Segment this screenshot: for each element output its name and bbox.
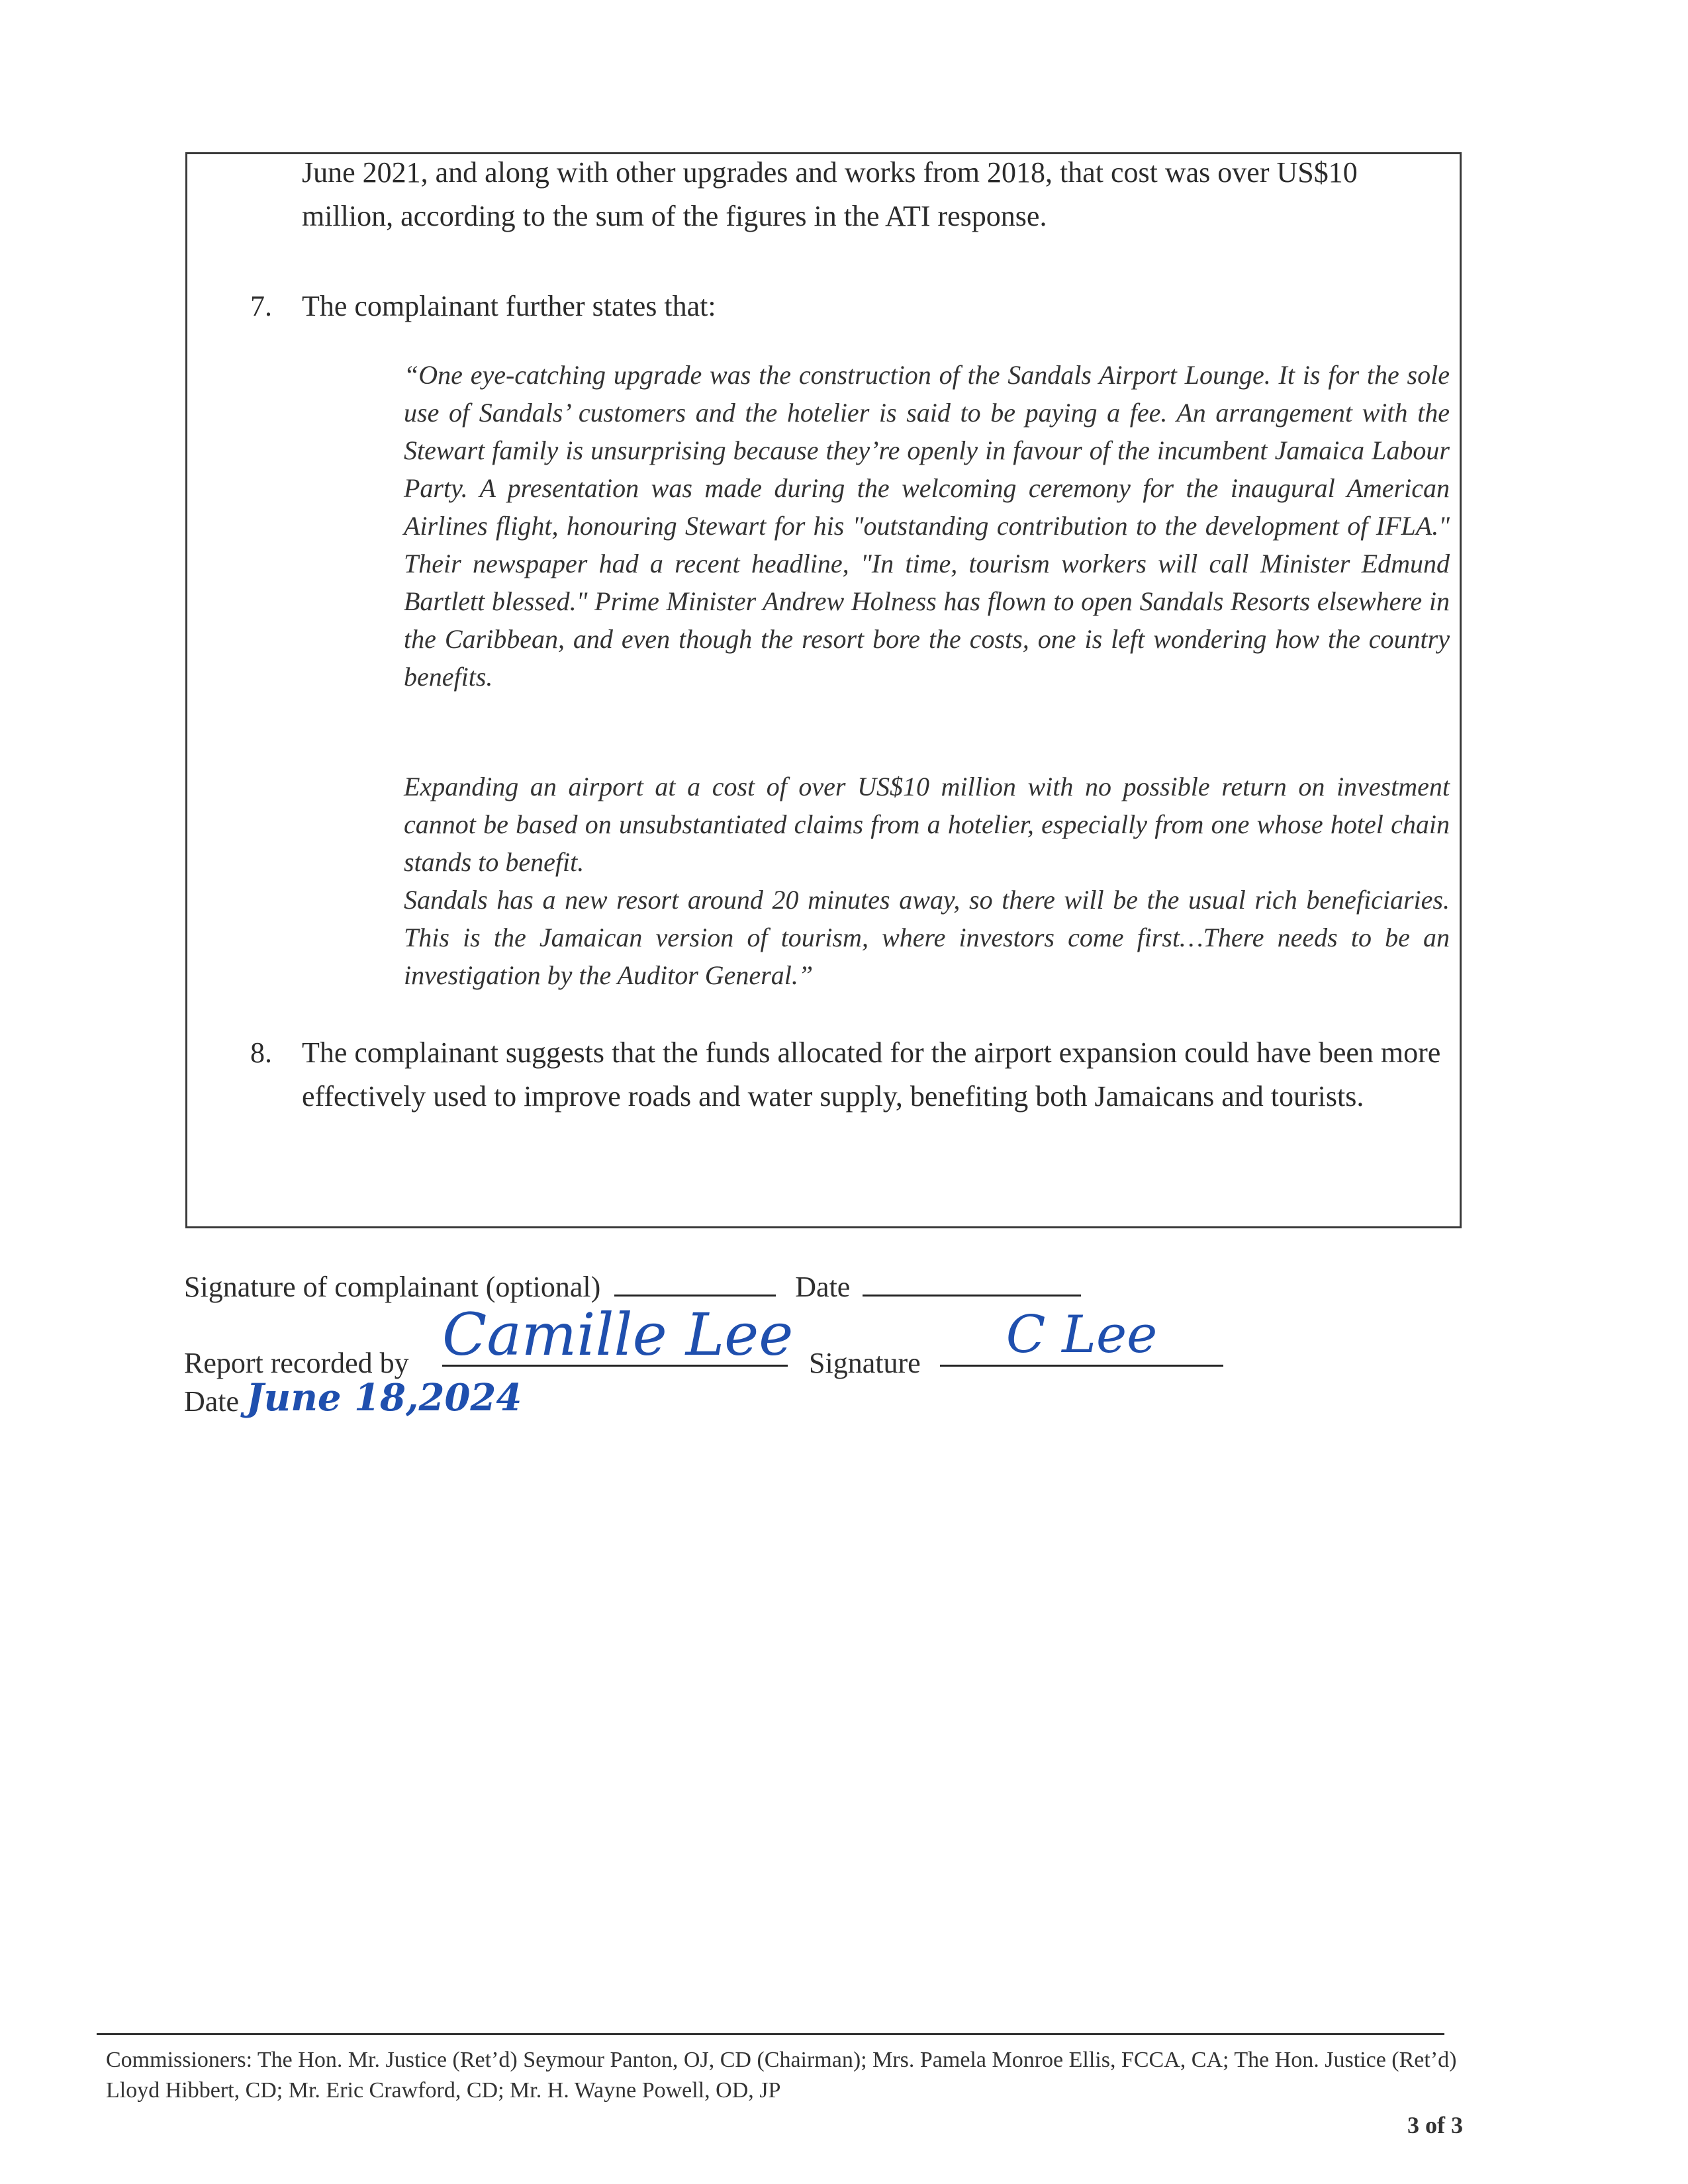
item-7-text: The complainant further states that:: [302, 290, 716, 322]
footer-rule: [97, 2033, 1444, 2035]
continuation-paragraph: June 2021, and along with other upgrades and works from 2018, that cost was over US$10 million, according to the sum of the figures in the ATI response.: [302, 156, 1358, 232]
complainant-date-blank: [863, 1295, 1081, 1297]
recorder-signature-handwritten: C Lee: [940, 1305, 1223, 1367]
item-8-number: 8.: [250, 1036, 272, 1069]
complainant-signature-blank: [614, 1295, 776, 1297]
recorded-date-label: Date: [184, 1385, 240, 1418]
quote-paragraph-3: Sandals has a new resort around 20 minutes away, so there will be the usual rich beneficiaries. This is the Jamaican version of tourism, where investors come first…There needs to be an investigation by the Auditor General.”: [404, 885, 1450, 990]
item-7-number: 7.: [250, 290, 272, 322]
complainant-date-label: Date: [795, 1271, 851, 1303]
complainant-signature-label: Signature of complainant (optional): [184, 1271, 601, 1303]
item-8-text: The complainant suggests that the funds allocated for the airport expansion could have been more effectively used to improve roads and water supply, benefiting both Jamaicans and tourists.: [302, 1036, 1441, 1113]
commissioners-footer: Commissioners: The Hon. Mr. Justice (Ret’d) Seymour Panton, OJ, CD (Chairman); Mrs. Pamela Monroe Ellis, FCCA, CA; The Hon. Justice (Ret’d) Lloyd Hibbert, CD; Mr. Eric Crawford, CD; Mr. H. Wayne Powell, OD, JP: [106, 2048, 1457, 2103]
recorded-date-handwritten: June 18,2024: [246, 1376, 522, 1420]
quote-paragraph-2: Expanding an airport at a cost of over US$10 million with no possible return on investment cannot be based on unsubstantiated claims from a hotelier, especially from one whose hotel chain stands to benefit.: [404, 772, 1450, 877]
recorder-name-handwritten: Camille Lee: [442, 1300, 794, 1369]
quote-paragraph-1: “One eye-catching upgrade was the construction of the Sandals Airport Lounge. It is for the sole use of Sandals’ customers and the hotelier is said to be paying a fee. An arrangement with the Stewart family is unsurprising because they’re openly in favour of the incumbent Jamaica Labour Party. A presentation was made during the welcoming ceremony for the inaugural American Airlines flight, honouring Stewart for his "outstanding contribution to the development of IFLA." Their newspaper had a recent headline, "In time, tourism workers will call Minister Edmund Bartlett blessed." Prime Minister Andrew Holness has flown to open Sandals Resorts elsewhere in the Caribbean, and even though the resort bore the costs, one is left wondering how the country benefits.: [404, 360, 1450, 692]
page-number: 3 of 3: [1407, 2112, 1463, 2138]
report-recorded-label: Report recorded by: [184, 1347, 409, 1379]
recorder-signature-label: Signature: [809, 1347, 921, 1379]
